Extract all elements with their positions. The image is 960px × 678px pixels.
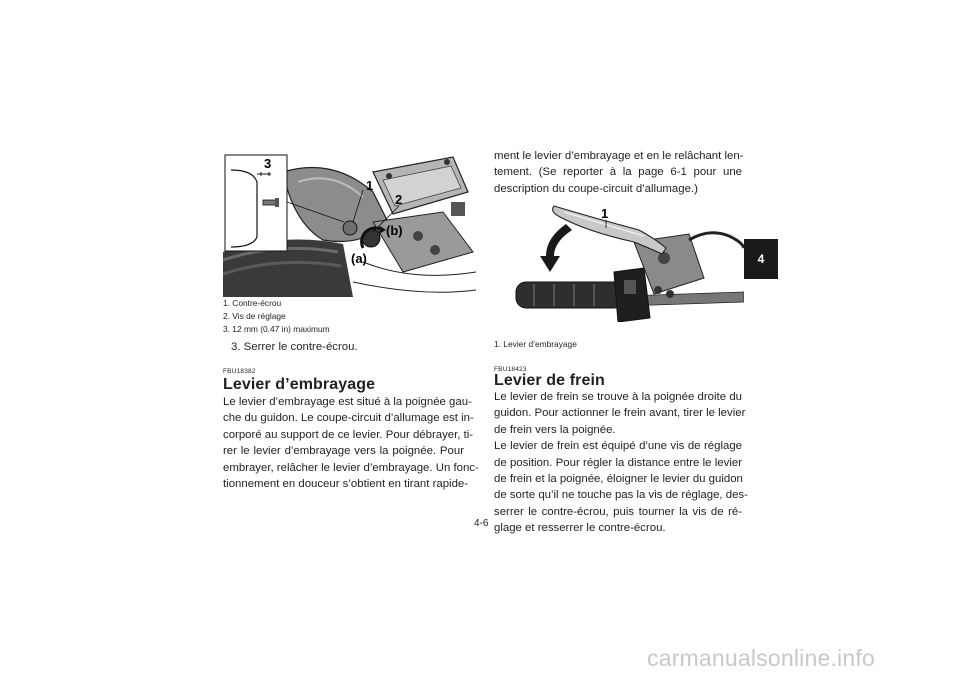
- callout-1-clutch: 1: [601, 206, 609, 221]
- brake-line-8: serrer le contre-écrou, puis tourner la vis de ré-: [494, 505, 742, 518]
- brake-line-3: de frein vers la poignée.: [494, 423, 616, 436]
- section-code-brake: FBU18423: [494, 366, 527, 373]
- brake-line-5: de position. Pour régler la distance entre le levier: [494, 456, 742, 469]
- clutch-line-6: tionnement en douceur s’obtient en tirant rapide-: [223, 478, 469, 491]
- clutch-line-3: corporé au support de ce levier. Pour débrayer, ti-: [223, 428, 474, 441]
- figure-clutch-lever: [494, 198, 744, 322]
- brake-adjuster-illustration: [223, 152, 476, 297]
- figure2-captions: [494, 338, 577, 351]
- brake-line-4: Le levier de frein est équipé d’une vis de réglage: [494, 440, 742, 453]
- clutch-cont-line-2: tement. (Se reporter à la page 6-1 pour une: [494, 166, 742, 179]
- caption-contre-ecrou: 1. Contre-écrou: [223, 298, 282, 308]
- callout-b: (b): [386, 223, 403, 238]
- clutch-cont-line-1: ment le levier d’embrayage et en le relâchant len-: [494, 150, 744, 162]
- callout-a: (a): [351, 251, 367, 266]
- callout-2: 2: [395, 192, 403, 207]
- clutch-paragraph: [223, 394, 479, 492]
- brake-line-9: glage et resserrer le contre-écrou.: [494, 522, 666, 535]
- clutch-continued-paragraph: [494, 148, 742, 197]
- clutch-line-2: che du guidon. Le coupe-circuit d’allumage est in-: [223, 412, 474, 425]
- callout-1: 1: [366, 178, 374, 193]
- section-code-clutch: FBU18382: [223, 368, 256, 375]
- clutch-line-4: rer le levier d’embrayage vers la poignée. Pour: [223, 445, 464, 458]
- figure1-captions: [223, 297, 330, 335]
- brake-line-6: de frein et la poignée, éloigner le levier du guidon: [494, 473, 743, 486]
- step-serrer-contre-ecrou: 3. Serrer le contre-écrou.: [231, 341, 358, 353]
- page-number: 4-6: [474, 518, 489, 529]
- section-tab-4: 4: [744, 239, 778, 279]
- figure-brake-adjuster: [223, 152, 476, 297]
- brake-line-7: de sorte qu’il ne touche pas la vis de réglage, des-: [494, 489, 748, 502]
- caption-12mm-maximum: 3. 12 mm (0.47 in) maximum: [223, 323, 330, 334]
- clutch-line-5: embrayer, relâcher le levier d’embrayage. Un fonc-: [223, 461, 479, 474]
- brake-paragraph: [494, 389, 748, 537]
- heading-levier-frein: Levier de frein: [494, 372, 605, 389]
- brake-line-1: Le levier de frein se trouve à la poignée droite du: [494, 391, 742, 403]
- watermark: carmanualsonline.info: [647, 645, 875, 671]
- clutch-cont-line-3: description du coupe-circuit d’allumage.): [494, 182, 698, 195]
- clutch-line-1: Le levier d’embrayage est situé à la poignée gau-: [223, 396, 472, 408]
- clutch-lever-illustration: [494, 198, 744, 322]
- caption-levier-embrayage: 1. Levier d’embrayage: [494, 339, 577, 349]
- heading-levier-embrayage: Levier d’embrayage: [223, 376, 376, 393]
- brake-line-2: guidon. Pour actionner le frein avant, tirer le levier: [494, 407, 746, 420]
- callout-3: 3: [264, 156, 272, 171]
- caption-vis-de-reglage: 2. Vis de réglage: [223, 310, 286, 321]
